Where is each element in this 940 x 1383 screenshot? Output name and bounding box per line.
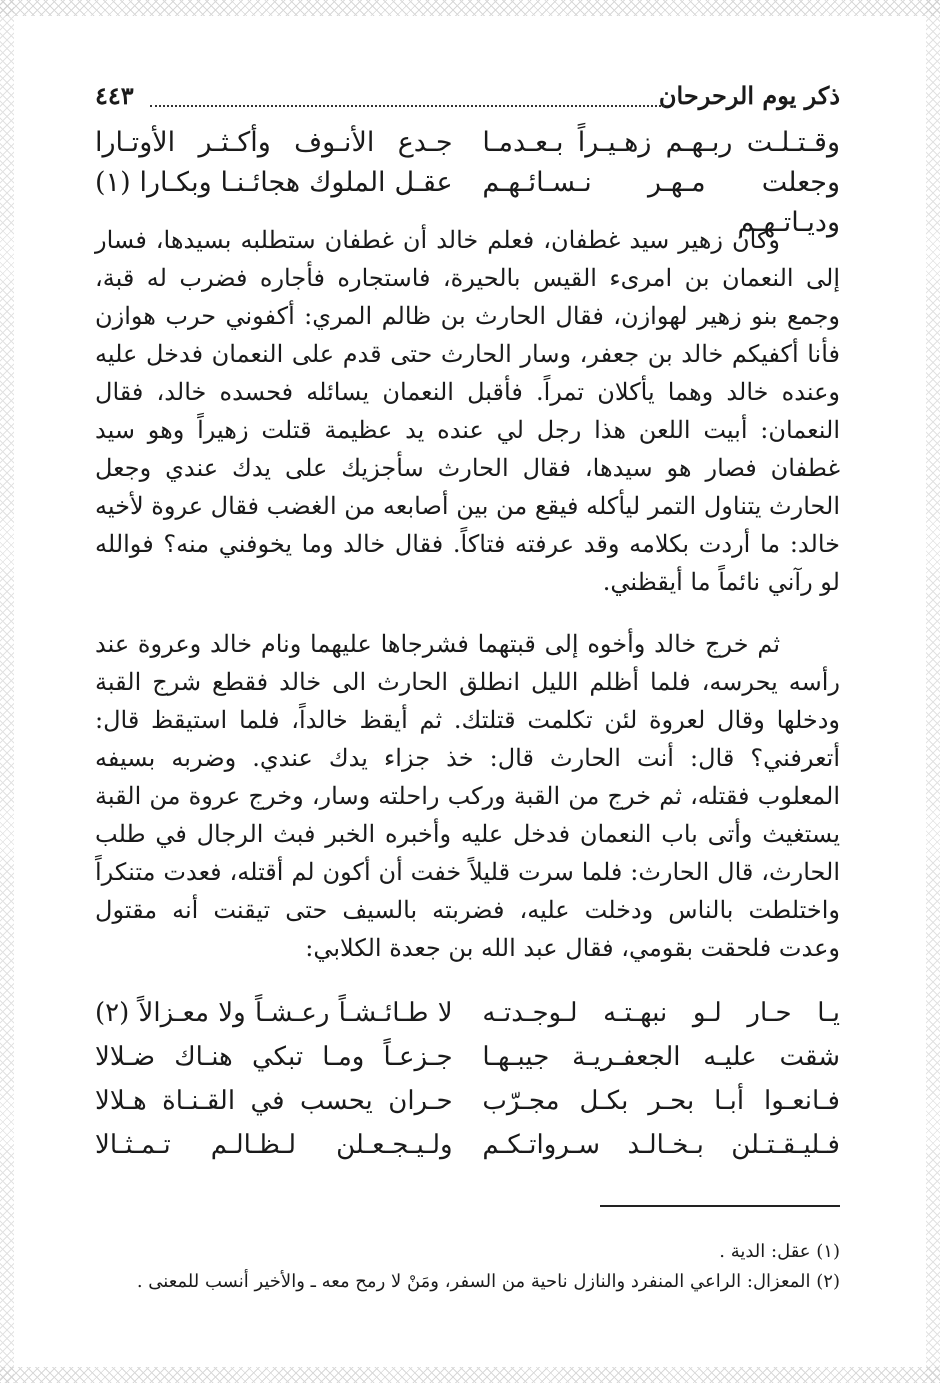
footnote: (٢) المعزال: الراعي المنفرد والنازل ناحية من السفر، ومَنْ لا رمح معه ـ والأخير أنسب للمعنى . xyxy=(136,1271,840,1292)
verse-line xyxy=(95,123,840,163)
header-leader-dots xyxy=(150,105,665,107)
verse-first-hemistich: وقـتـلـت ربـهـم زهـيـراً بـعـدمـا xyxy=(482,127,840,158)
verse-second-hemistich: جـزعـاً ومـا تبكي هنـاك ضـلالا xyxy=(95,1042,453,1072)
book-page xyxy=(95,75,840,1292)
body-paragraph: وكان زهير سيد غطفان، فعلم خالد أن غطفان ستطلبه بسيدها، فسار إلى النعمان بن امرىء القيس بالحيرة، فاستجاره فأجاره فضرب له قبة، وجمع بنو زهير لهوازن، فقال الحارث بن ظالم المري: أكفوني حرب هوازن فأنا أكفيكم خالد بن جعفر، وسار الحارث حتى قدم على النعمان فدخل عليه وعنده خالد وهما يأكلان تمراً. فأقبل النعمان يسائله فحسده خالد، فقال النعمان: أبيت اللعن هذا رجل لي عنده يد عظيمة قتلت زهيراً وهو سيد غطفان فصار هو سيدها، فقال الحارث سأجزيك على يدك عندي وجعل الحارث يتناول التمر ليأكله فيقع من بين أصابعه من الغضب فقال عروة لأخيه خالد: ما أردت بكلامه وقد عرفته فتاكاً. فقال خالد وما يخوفني منه؟ فوالله لو رآني نائماً ما أيقظني. xyxy=(95,226,840,596)
verse-second-hemistich: لا طـائـشـاً رعـشـاً ولا معـزالاً (٢) xyxy=(95,998,453,1028)
running-header xyxy=(95,75,840,115)
verse-line xyxy=(95,1035,840,1079)
verse-second-hemistich: ولـيـجـعـلن لـظـالـم تـمـثـالا xyxy=(95,1130,453,1160)
verse-first-hemistich: فـانعـوا أبـا بحـر بكـل مجـرّب xyxy=(482,1086,840,1116)
footnote: (١) عقل: الدية . xyxy=(719,1241,840,1262)
verse-second-hemistich: عقـل الملوك هجائـنـا وبكـارا (١) xyxy=(95,167,453,198)
decorative-border-bottom xyxy=(0,1367,940,1383)
verse-line xyxy=(95,1123,840,1167)
decorative-border-left xyxy=(0,0,14,1383)
verse-first-hemistich: يـا حـار لـو نبهـتـه لـوجـدتـه xyxy=(482,998,840,1028)
verse-first-hemistich: وجعلت مـهـر نـسـائـهـم وديـاتـهـم xyxy=(482,167,840,238)
chapter-title: ذكر يوم الرحرحان xyxy=(658,81,840,110)
page-number: ٤٤٣ xyxy=(95,81,134,110)
verse-line xyxy=(95,1079,840,1123)
verse-second-hemistich: حـران يحسب في القـنـاة هـلالا xyxy=(95,1086,453,1116)
decorative-border-top xyxy=(0,0,940,16)
verse-second-hemistich: جـدع الأنـوف وأكـثـر الأوتـارا xyxy=(95,127,453,158)
verse-first-hemistich: فـليـقـتـلن بـخـالـد سـرواتـكـم xyxy=(482,1130,840,1160)
verses-top xyxy=(95,123,840,238)
poem-block xyxy=(95,991,840,1167)
decorative-border-right xyxy=(926,0,940,1383)
footnote-separator xyxy=(600,1205,840,1207)
verse-line xyxy=(95,991,840,1035)
body-paragraph: ثم خرج خالد وأخوه إلى قبتهما فشرجاها عليهما ونام خالد وعروة عند رأسه يحرسه، فلما أظلم الليل انطلق الحارث الى خالد فقطع شرج القبة ودخلها وقال لعروة لئن تكلمت قتلتك. ثم أيقظ خالداً، فلما استيقظ قال: أتعرفني؟ قال: أنت الحارث قال: خذ جزاء يدك عندي. وضربه بسيفه المعلوب فقتله، ثم خرج من القبة وركب راحلته وسار، وخرج عروة من القبة يستغيث وأتى باب النعمان فدخل عليه وأخبره الخبر فبث الرجال في طلب الحارث، قال الحارث: فلما سرت قليلاً خفت أن أكون لم أقتله، فعدت متنكراً واختلطت بالناس ودخلت عليه، فضربته بالسيف حتى تيقنت أنه مقتول وعدت فلحقت بقومي، فقال عبد الله بن جعدة الكلابي: xyxy=(95,630,840,962)
verse-first-hemistich: شقت عليـه الجعفـريـة جيبـهـا xyxy=(482,1042,840,1072)
verse-line xyxy=(95,163,840,238)
footnotes xyxy=(95,1237,840,1297)
